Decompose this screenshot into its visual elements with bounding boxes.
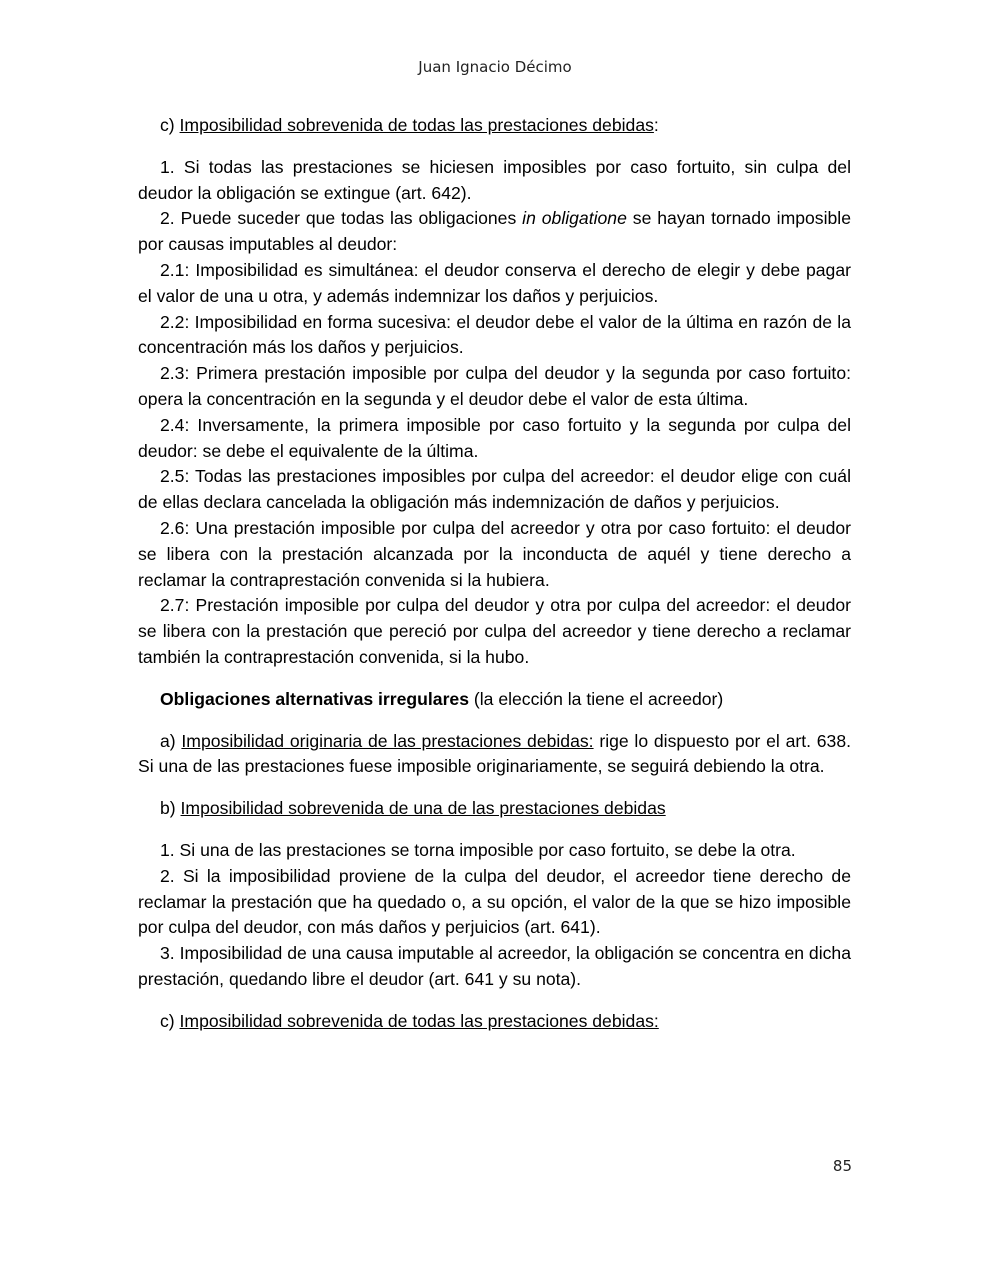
paragraph: 2.7: Prestación imposible por culpa del deudor y otra por culpa del acreedor: el deudor se libera con la prestación que pereció por culpa del acreedor y tiene derecho a reclamar también la contraprestación convenida, si la hubo.	[138, 595, 851, 667]
paragraph: 2.2: Imposibilidad en forma sucesiva: el deudor debe el valor de la última en razón de la concentración más los daños y perjuicios.	[138, 311, 851, 358]
page-body	[138, 113, 851, 1035]
paragraph: 2. Si la imposibilidad proviene de la culpa del deudor, el acreedor tiene derecho de reclamar la prestación que ha quedado o, a su opción, el valor de la que se hizo imposible por culpa del deudor, con más daños y perjuicios (art. 641).	[138, 865, 851, 938]
paragraph: 2.6: Una prestación imposible por culpa del acreedor y otra por caso fortuito: el deudor se libera con la prestación alcanzada por la inconducta de aquél y tiene derecho a reclamar la contraprestación convenida si la hubiera.	[138, 517, 851, 590]
paragraph: 3. Imposibilidad de una causa imputable al acreedor, la obligación se concentra en dicha prestación, quedando libre el deudor (art. 641 y su nota).	[138, 943, 851, 989]
italic-term: in obligatione	[522, 208, 627, 229]
section-heading: b) Imposibilidad sobrevenida de una de las prestaciones debidas	[160, 798, 666, 819]
running-header: Juan Ignacio Décimo	[418, 58, 572, 76]
paragraph: 1. Si todas las prestaciones se hiciesen imposibles por caso fortuito, sin culpa del deudor la obligación se extingue (art. 642).	[138, 156, 851, 203]
paragraph: 2.4: Inversamente, la primera imposible por caso fortuito y la segunda por culpa del deudor: se debe el equivalente de la última.	[138, 414, 851, 461]
page-number: 85	[832, 1157, 852, 1175]
paragraph: 2.3: Primera prestación imposible por culpa del deudor y la segunda por caso fortuito: opera la concentración en la segunda y el deudor debe el valor de esta última.	[138, 363, 851, 409]
paragraph: 2. Puede suceder que todas las obligaciones in obligatione se hayan tornado imposible por causas imputables al deudor:	[138, 208, 851, 255]
paragraph: 2.1: Imposibilidad es simultánea: el deudor conserva el derecho de elegir y debe pagar el valor de una u otra, y además indemnizar los daños y perjuicios.	[138, 259, 851, 306]
subheading: Obligaciones alternativas irregulares (la elección la tiene el acreedor)	[160, 688, 724, 709]
section-heading: c) Imposibilidad sobrevenida de todas las prestaciones debidas:	[160, 1010, 659, 1031]
section-title: Imposibilidad sobrevenida de una de las prestaciones debidas	[180, 798, 666, 819]
paragraph: a) Imposibilidad originaria de las prestaciones debidas: rige lo dispuesto por el art. 638. Si una de las prestaciones fuese imposible originariamente, se seguirá debiendo la otra.	[138, 730, 851, 777]
paragraph: 2.5: Todas las prestaciones imposibles por culpa del acreedor: el deudor elige con cuál de ellas declara cancelada la obligación más indemnización de daños y perjuicios.	[138, 466, 851, 513]
section-title: Imposibilidad originaria de las prestaciones debidas:	[181, 730, 594, 751]
subheading-bold: Obligaciones alternativas irregulares	[160, 688, 469, 709]
section-title: Imposibilidad sobrevenida de todas las prestaciones debidas:	[179, 1010, 659, 1031]
section-heading: c) Imposibilidad sobrevenida de todas las prestaciones debidas:	[160, 115, 659, 135]
section-title: Imposibilidad sobrevenida de todas las prestaciones debidas	[179, 115, 654, 135]
paragraph: 1. Si una de las prestaciones se torna imposible por caso fortuito, se debe la otra.	[160, 839, 796, 860]
